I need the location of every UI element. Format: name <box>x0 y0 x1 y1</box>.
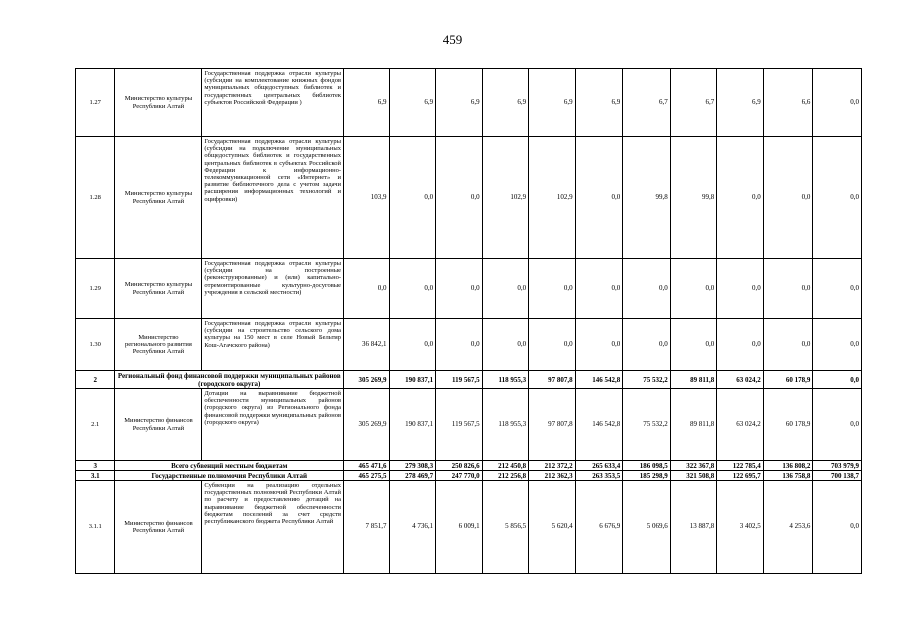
value-cell: 465 275,5 <box>344 471 390 481</box>
value-cell: 6,7 <box>670 69 717 137</box>
organization-cell: Министерство финансов Республики Алтай <box>115 389 202 461</box>
value-cell: 0,0 <box>813 137 862 259</box>
value-cell: 185 298,9 <box>623 471 671 481</box>
value-cell: 0,0 <box>389 137 436 259</box>
value-cell: 247 770,0 <box>436 471 483 481</box>
row-number: 3 <box>76 461 115 471</box>
value-cell: 0,0 <box>763 259 813 319</box>
organization-cell: Министерство культуры Республики Алтай <box>115 137 202 259</box>
value-cell: 4 736,1 <box>389 481 436 574</box>
value-cell: 0,0 <box>529 259 576 319</box>
value-cell: 278 469,7 <box>389 471 436 481</box>
value-cell: 265 633,4 <box>575 461 623 471</box>
value-cell: 36 842,1 <box>344 319 390 371</box>
value-cell: 99,8 <box>623 137 671 259</box>
value-cell: 305 269,9 <box>344 389 390 461</box>
table-row <box>76 481 862 574</box>
value-cell: 700 138,7 <box>813 471 862 481</box>
value-cell: 0,0 <box>482 319 529 371</box>
row-number: 2.1 <box>76 389 115 461</box>
value-cell: 6 676,9 <box>575 481 623 574</box>
value-cell: 63 024,2 <box>717 371 764 389</box>
value-cell: 118 955,3 <box>482 389 529 461</box>
value-cell: 0,0 <box>813 259 862 319</box>
value-cell: 63 024,2 <box>717 389 764 461</box>
value-cell: 6,9 <box>482 69 529 137</box>
value-cell: 75 532,2 <box>623 389 671 461</box>
table-row <box>76 471 862 481</box>
description-cell: Государственная поддержка отрасли культуры (субсидии на комплектование книжных фондов муниципальных общедоступных библиотек и государственных центральных библиотек субъектов Российской Федерации ) <box>202 69 344 137</box>
description-cell: Государственная поддержка отрасли культуры (субсидии на построенные (реконструированные) и (или) капитально-отремонтированные культурно-досуговые учреждения в сельской местности) <box>202 259 344 319</box>
value-cell: 321 508,8 <box>670 471 717 481</box>
value-cell: 4 253,6 <box>763 481 813 574</box>
value-cell: 0,0 <box>623 259 671 319</box>
value-cell: 7 851,7 <box>344 481 390 574</box>
value-cell: 263 353,5 <box>575 471 623 481</box>
value-cell: 0,0 <box>670 319 717 371</box>
value-cell: 118 955,3 <box>482 371 529 389</box>
value-cell: 190 837,1 <box>389 389 436 461</box>
value-cell: 305 269,9 <box>344 371 390 389</box>
value-cell: 60 178,9 <box>763 389 813 461</box>
value-cell: 279 308,3 <box>389 461 436 471</box>
value-cell: 122 785,4 <box>717 461 764 471</box>
value-cell: 6,9 <box>529 69 576 137</box>
table-row <box>76 461 862 471</box>
value-cell: 60 178,9 <box>763 371 813 389</box>
organization-cell: Министерство финансов Республики Алтай <box>115 481 202 574</box>
section-title: Всего субвенций местным бюджетам <box>115 461 344 471</box>
description-cell: Государственная поддержка отрасли культуры (субсидии на подключение муниципальных общедоступных библиотек и государственных центральных библиотек в субъектах Российской Федерации к информационно-телекоммуникационной сети «Интернет» и развитие библиотечного дела с учетом задачи расширения информационных технологий и оцифровки) <box>202 137 344 259</box>
value-cell: 212 372,2 <box>529 461 576 471</box>
section-title: Государственные полномочия Республики Алтай <box>115 471 344 481</box>
section-title: Региональный фонд финансовой поддержки муниципальных районов (городского округа) <box>115 371 344 389</box>
value-cell: 6,7 <box>623 69 671 137</box>
value-cell: 5 069,6 <box>623 481 671 574</box>
value-cell: 97 807,8 <box>529 371 576 389</box>
value-cell: 102,9 <box>529 137 576 259</box>
value-cell: 0,0 <box>763 319 813 371</box>
value-cell: 3 402,5 <box>717 481 764 574</box>
value-cell: 146 542,8 <box>575 371 623 389</box>
value-cell: 0,0 <box>670 259 717 319</box>
table-row <box>76 137 862 259</box>
value-cell: 6,9 <box>344 69 390 137</box>
value-cell: 75 532,2 <box>623 371 671 389</box>
value-cell: 212 450,8 <box>482 461 529 471</box>
value-cell: 99,8 <box>670 137 717 259</box>
value-cell: 0,0 <box>813 319 862 371</box>
value-cell: 6,9 <box>717 69 764 137</box>
value-cell: 119 567,5 <box>436 389 483 461</box>
table-row <box>76 69 862 137</box>
table-row <box>76 371 862 389</box>
budget-table <box>75 68 862 574</box>
description-cell: Субвенции на реализацию отдельных государственных полномочий Республики Алтай по расчету и предоставлению дотаций на выравнивание бюджетной обеспеченности бюджетам поселений за счет средств республиканского бюджета Республики Алтай <box>202 481 344 574</box>
organization-cell: Министерство регионального развития Республики Алтай <box>115 319 202 371</box>
value-cell: 0,0 <box>575 259 623 319</box>
value-cell: 0,0 <box>529 319 576 371</box>
row-number: 3.1 <box>76 471 115 481</box>
page-number: 459 <box>442 32 463 47</box>
value-cell: 6,9 <box>436 69 483 137</box>
value-cell: 146 542,8 <box>575 389 623 461</box>
table-row <box>76 389 862 461</box>
value-cell: 703 979,9 <box>813 461 862 471</box>
value-cell: 212 256,8 <box>482 471 529 481</box>
value-cell: 0,0 <box>717 259 764 319</box>
value-cell: 13 887,8 <box>670 481 717 574</box>
row-number: 1.29 <box>76 259 115 319</box>
value-cell: 186 098,5 <box>623 461 671 471</box>
value-cell: 0,0 <box>436 319 483 371</box>
value-cell: 0,0 <box>344 259 390 319</box>
value-cell: 0,0 <box>389 259 436 319</box>
value-cell: 102,9 <box>482 137 529 259</box>
value-cell: 0,0 <box>623 319 671 371</box>
value-cell: 89 811,8 <box>670 389 717 461</box>
value-cell: 5 856,5 <box>482 481 529 574</box>
row-number: 1.28 <box>76 137 115 259</box>
row-number: 3.1.1 <box>76 481 115 574</box>
value-cell: 0,0 <box>717 137 764 259</box>
value-cell: 0,0 <box>813 69 862 137</box>
description-cell: Государственная поддержка отрасли культуры (субсидии на строительство сельского дома культуры на 150 мест в селе Новый Бельтир Кош-Агачского района) <box>202 319 344 371</box>
value-cell: 0,0 <box>436 259 483 319</box>
value-cell: 0,0 <box>482 259 529 319</box>
value-cell: 250 826,6 <box>436 461 483 471</box>
value-cell: 89 811,8 <box>670 371 717 389</box>
value-cell: 6,9 <box>389 69 436 137</box>
value-cell: 122 695,7 <box>717 471 764 481</box>
value-cell: 465 471,6 <box>344 461 390 471</box>
value-cell: 0,0 <box>763 137 813 259</box>
value-cell: 119 567,5 <box>436 371 483 389</box>
organization-cell: Министерство культуры Республики Алтай <box>115 259 202 319</box>
value-cell: 0,0 <box>575 137 623 259</box>
value-cell: 0,0 <box>717 319 764 371</box>
value-cell: 103,9 <box>344 137 390 259</box>
row-number: 1.27 <box>76 69 115 137</box>
value-cell: 0,0 <box>813 481 862 574</box>
value-cell: 0,0 <box>389 319 436 371</box>
value-cell: 136 758,8 <box>763 471 813 481</box>
value-cell: 136 808,2 <box>763 461 813 471</box>
value-cell: 0,0 <box>436 137 483 259</box>
table-row <box>76 319 862 371</box>
value-cell: 6,9 <box>575 69 623 137</box>
value-cell: 212 362,3 <box>529 471 576 481</box>
value-cell: 5 620,4 <box>529 481 576 574</box>
value-cell: 0,0 <box>813 371 862 389</box>
value-cell: 97 807,8 <box>529 389 576 461</box>
value-cell: 6,6 <box>763 69 813 137</box>
organization-cell: Министерство культуры Республики Алтай <box>115 69 202 137</box>
value-cell: 6 009,1 <box>436 481 483 574</box>
row-number: 1.30 <box>76 319 115 371</box>
value-cell: 0,0 <box>575 319 623 371</box>
row-number: 2 <box>76 371 115 389</box>
description-cell: Дотации на выравнивание бюджетной обеспеченности муниципальных районов (городского округа) из Регионального фонда финансовой поддержки муниципальных районов (городского округа) <box>202 389 344 461</box>
value-cell: 190 837,1 <box>389 371 436 389</box>
value-cell: 322 367,8 <box>670 461 717 471</box>
table-row <box>76 259 862 319</box>
value-cell: 0,0 <box>813 389 862 461</box>
